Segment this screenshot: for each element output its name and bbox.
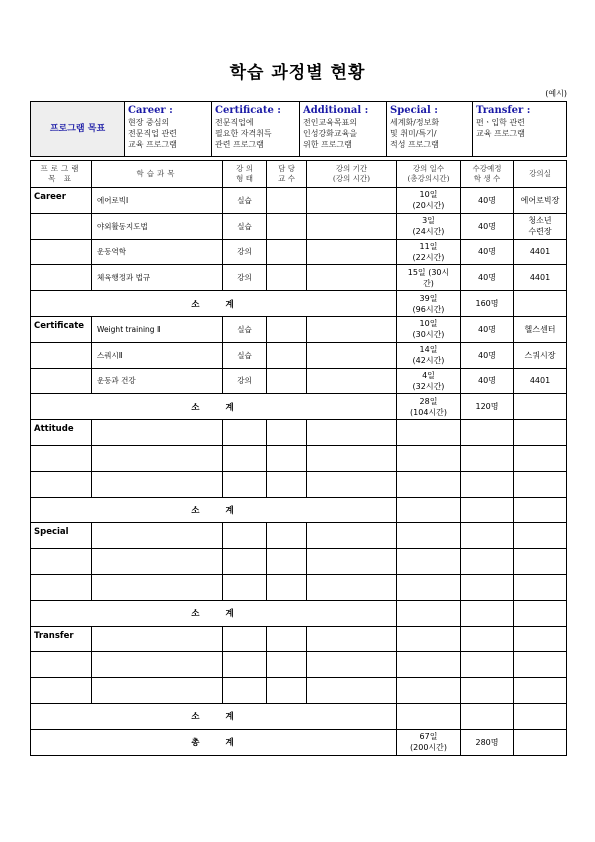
subtotal-students-cell <box>461 703 514 729</box>
professor-cell <box>267 420 307 446</box>
days-cell <box>397 549 461 575</box>
professor-cell <box>267 626 307 652</box>
program-cell <box>31 445 92 471</box>
students-cell <box>461 626 514 652</box>
professor-cell <box>267 368 307 394</box>
days-cell: 4일 (32시간) <box>397 368 461 394</box>
program-cell: Attitude <box>31 420 92 446</box>
subject-cell <box>92 626 223 652</box>
table-row <box>31 652 567 678</box>
program-cell: Transfer <box>31 626 92 652</box>
lecture-type-cell <box>223 445 267 471</box>
subtotal-days-cell <box>397 497 461 523</box>
days-cell <box>397 678 461 704</box>
room-cell: 헬스센터 <box>514 316 567 342</box>
subtotal-days-cell: 28일 (104시간) <box>397 394 461 420</box>
lecture-type-cell <box>223 652 267 678</box>
room-cell: 4401 <box>514 265 567 291</box>
period-cell <box>307 652 397 678</box>
subtotal-row <box>31 394 567 420</box>
days-cell <box>397 445 461 471</box>
goal-certificate: Certificate : 전문직업에 필요한 자격취득 관련 프로그램 <box>212 102 300 157</box>
period-cell <box>307 574 397 600</box>
subtotal-students-cell <box>461 497 514 523</box>
room-cell: 4401 <box>514 368 567 394</box>
goal-heading: Certificate : <box>215 105 282 116</box>
goal-heading: Special : <box>390 105 438 116</box>
period-cell <box>307 213 397 239</box>
period-cell <box>307 239 397 265</box>
room-cell <box>514 523 567 549</box>
days-cell <box>397 523 461 549</box>
subtotal-room-cell <box>514 394 567 420</box>
example-note: (예시) <box>545 89 567 98</box>
header-period: 강의 기간 (강의 시간) <box>307 161 397 188</box>
professor-cell <box>267 574 307 600</box>
students-cell: 40명 <box>461 239 514 265</box>
professor-cell <box>267 265 307 291</box>
subtotal-label: 소 계 <box>31 497 397 523</box>
students-cell <box>461 471 514 497</box>
subject-cell: 운동역학 <box>92 239 223 265</box>
header-type: 강 의 형 태 <box>223 161 267 188</box>
professor-cell <box>267 549 307 575</box>
days-cell: 10일 (30시간) <box>397 316 461 342</box>
table-row <box>31 188 567 214</box>
lecture-type-cell <box>223 471 267 497</box>
total-label: 총 계 <box>31 729 397 755</box>
table-header-row <box>31 161 567 188</box>
subject-cell: 체육행정과 법규 <box>92 265 223 291</box>
goal-heading: Career : <box>128 105 173 116</box>
total-students-cell: 280명 <box>461 729 514 755</box>
days-cell: 15일 (30시 간) <box>397 265 461 291</box>
total-row <box>31 729 567 755</box>
lecture-type-cell: 실습 <box>223 316 267 342</box>
subtotal-days-cell: 39일 (96시간) <box>397 291 461 317</box>
students-cell: 40명 <box>461 316 514 342</box>
subject-cell <box>92 471 223 497</box>
lecture-type-cell: 실습 <box>223 342 267 368</box>
room-cell: 에어로빅장 <box>514 188 567 214</box>
students-cell: 40명 <box>461 342 514 368</box>
subject-cell <box>92 445 223 471</box>
students-cell: 40명 <box>461 368 514 394</box>
subject-cell: 운동과 건강 <box>92 368 223 394</box>
students-cell <box>461 652 514 678</box>
subject-cell <box>92 652 223 678</box>
header-students: 수강예정 학 생 수 <box>461 161 514 188</box>
table-row <box>31 549 567 575</box>
program-cell <box>31 574 92 600</box>
table-row <box>31 626 567 652</box>
days-cell <box>397 626 461 652</box>
room-cell: 4401 <box>514 239 567 265</box>
professor-cell <box>267 316 307 342</box>
course-status-table <box>30 160 567 756</box>
room-cell <box>514 574 567 600</box>
room-cell <box>514 678 567 704</box>
program-cell: Certificate <box>31 316 92 342</box>
subject-cell <box>92 574 223 600</box>
subtotal-room-cell <box>514 291 567 317</box>
lecture-type-cell <box>223 523 267 549</box>
subtotal-label: 소 계 <box>31 703 397 729</box>
table-row <box>31 445 567 471</box>
subject-cell: Weight training Ⅱ <box>92 316 223 342</box>
period-cell <box>307 420 397 446</box>
students-cell <box>461 420 514 446</box>
header-room: 강의실 <box>514 161 567 188</box>
subtotal-row <box>31 291 567 317</box>
professor-cell <box>267 652 307 678</box>
subtotal-days-cell <box>397 600 461 626</box>
subject-cell: 스쿼시Ⅱ <box>92 342 223 368</box>
lecture-type-cell: 강의 <box>223 265 267 291</box>
subtotal-label: 소 계 <box>31 394 397 420</box>
students-cell <box>461 678 514 704</box>
days-cell <box>397 420 461 446</box>
subtotal-row <box>31 703 567 729</box>
professor-cell <box>267 678 307 704</box>
subtotal-room-cell <box>514 703 567 729</box>
lecture-type-cell <box>223 420 267 446</box>
period-cell <box>307 678 397 704</box>
table-row <box>31 574 567 600</box>
days-cell: 3일 (24시간) <box>397 213 461 239</box>
period-cell <box>307 549 397 575</box>
students-cell <box>461 523 514 549</box>
period-cell <box>307 626 397 652</box>
lecture-type-cell <box>223 678 267 704</box>
students-cell <box>461 445 514 471</box>
program-cell <box>31 471 92 497</box>
subtotal-room-cell <box>514 600 567 626</box>
period-cell <box>307 368 397 394</box>
days-cell <box>397 652 461 678</box>
program-cell: Career <box>31 188 92 214</box>
period-cell <box>307 265 397 291</box>
period-cell <box>307 471 397 497</box>
room-cell <box>514 445 567 471</box>
room-cell <box>514 471 567 497</box>
table-row <box>31 213 567 239</box>
goal-career: Career : 현장 중심의 전문직업 관련 교육 프로그램 <box>125 102 212 157</box>
room-cell <box>514 652 567 678</box>
professor-cell <box>267 342 307 368</box>
table-row <box>31 368 567 394</box>
lecture-type-cell <box>223 626 267 652</box>
professor-cell <box>267 213 307 239</box>
table-row <box>31 342 567 368</box>
page-title: 학습 과정별 현황 <box>229 63 366 83</box>
table-row <box>31 239 567 265</box>
goal-heading: Additional : <box>303 105 369 116</box>
subtotal-row <box>31 497 567 523</box>
subject-cell: 야외활동지도법 <box>92 213 223 239</box>
subtotal-label: 소 계 <box>31 291 397 317</box>
professor-cell <box>267 445 307 471</box>
goal-special: Special : 세계화/정보화 및 취미/특기/ 적성 프로그램 <box>387 102 473 157</box>
students-cell: 40명 <box>461 265 514 291</box>
program-cell <box>31 213 92 239</box>
days-cell: 11일 (22시간) <box>397 239 461 265</box>
program-cell <box>31 342 92 368</box>
subtotal-room-cell <box>514 497 567 523</box>
subject-cell <box>92 678 223 704</box>
lecture-type-cell: 실습 <box>223 188 267 214</box>
subtotal-row <box>31 600 567 626</box>
room-cell: 청소년 수련장 <box>514 213 567 239</box>
table-row <box>31 678 567 704</box>
days-cell: 10일 (20시간) <box>397 188 461 214</box>
program-cell <box>31 678 92 704</box>
subtotal-label: 소 계 <box>31 600 397 626</box>
goal-additional: Additional : 전인교육목표의 인성강화교육을 위한 프로그램 <box>300 102 387 157</box>
lecture-type-cell: 강의 <box>223 239 267 265</box>
room-cell <box>514 420 567 446</box>
period-cell <box>307 445 397 471</box>
students-cell <box>461 574 514 600</box>
program-goals-table <box>30 101 567 157</box>
days-cell <box>397 574 461 600</box>
students-cell: 40명 <box>461 188 514 214</box>
subtotal-students-cell: 160명 <box>461 291 514 317</box>
subtotal-days-cell <box>397 703 461 729</box>
period-cell <box>307 188 397 214</box>
subject-cell <box>92 549 223 575</box>
subject-cell: 에어로빅Ⅰ <box>92 188 223 214</box>
program-cell <box>31 652 92 678</box>
header-program: 프로그램 목 표 <box>31 161 92 188</box>
program-goals-label: 프로그램 목표 <box>31 102 125 157</box>
lecture-type-cell <box>223 549 267 575</box>
days-cell: 14일 (42시간) <box>397 342 461 368</box>
students-cell <box>461 549 514 575</box>
professor-cell <box>267 471 307 497</box>
period-cell <box>307 523 397 549</box>
goal-heading: Transfer : <box>476 105 531 116</box>
subject-cell <box>92 420 223 446</box>
subject-cell <box>92 523 223 549</box>
program-cell: Special <box>31 523 92 549</box>
header-days: 강의 일수 (총강의시간) <box>397 161 461 188</box>
subtotal-students-cell <box>461 600 514 626</box>
header-subject: 학습과목 <box>92 161 223 188</box>
room-cell <box>514 549 567 575</box>
table-row <box>31 265 567 291</box>
subtotal-students-cell: 120명 <box>461 394 514 420</box>
lecture-type-cell: 강의 <box>223 368 267 394</box>
table-row <box>31 420 567 446</box>
professor-cell <box>267 523 307 549</box>
lecture-type-cell: 실습 <box>223 213 267 239</box>
program-cell <box>31 368 92 394</box>
table-row <box>31 471 567 497</box>
total-room-cell <box>514 729 567 755</box>
professor-cell <box>267 239 307 265</box>
room-cell: 스쿼시장 <box>514 342 567 368</box>
program-cell <box>31 239 92 265</box>
lecture-type-cell <box>223 574 267 600</box>
students-cell: 40명 <box>461 213 514 239</box>
room-cell <box>514 626 567 652</box>
program-cell <box>31 549 92 575</box>
goal-transfer: Transfer : 편ㆍ입학 관련 교육 프로그램 <box>473 102 567 157</box>
table-row <box>31 316 567 342</box>
total-days-cell: 67일 (200시간) <box>397 729 461 755</box>
days-cell <box>397 471 461 497</box>
period-cell <box>307 316 397 342</box>
header-professor: 담 당 교 수 <box>267 161 307 188</box>
program-cell <box>31 265 92 291</box>
period-cell <box>307 342 397 368</box>
table-row <box>31 523 567 549</box>
professor-cell <box>267 188 307 214</box>
